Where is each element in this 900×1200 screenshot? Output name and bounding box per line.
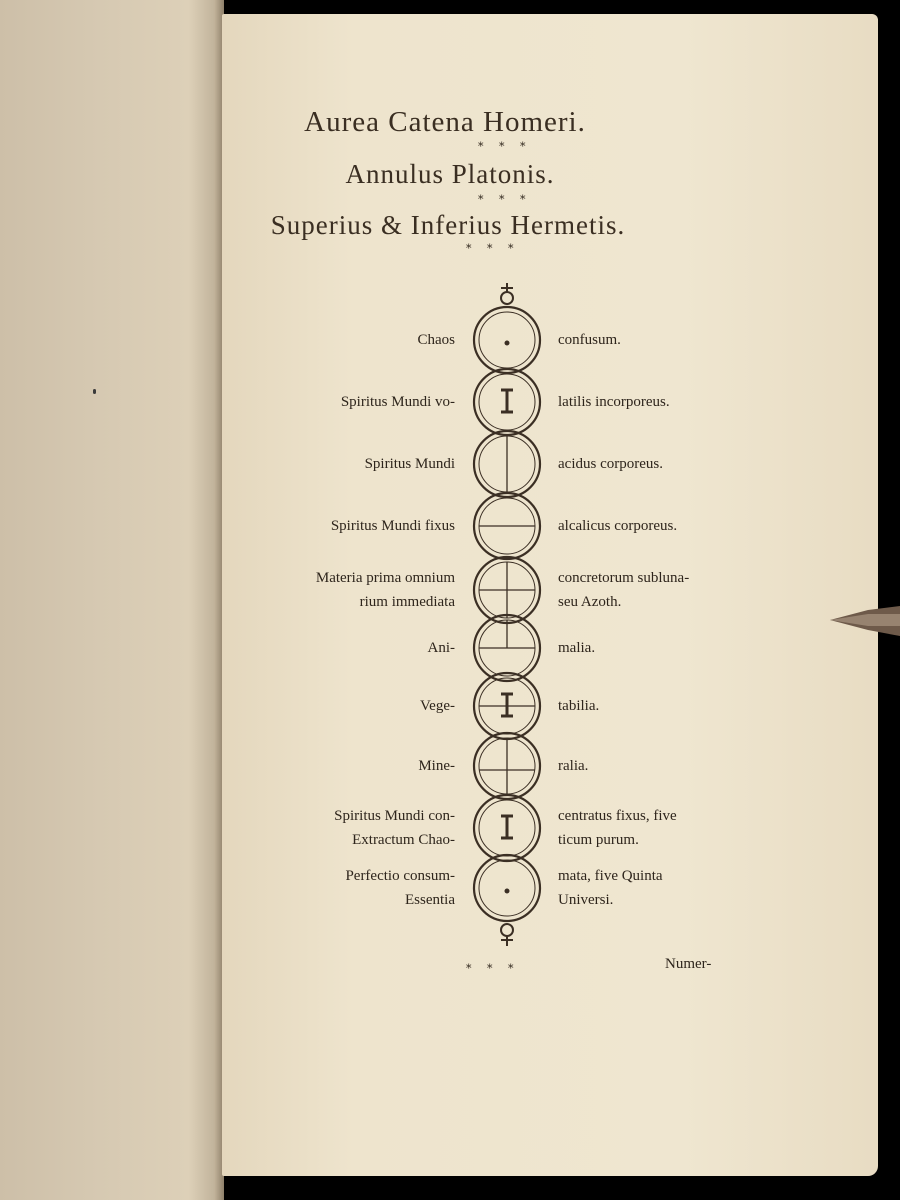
label-line: Mine- bbox=[418, 758, 455, 774]
chain-label-left bbox=[420, 694, 455, 718]
ring-symbol-dot bbox=[505, 889, 510, 894]
chain-ring-inner bbox=[479, 860, 535, 916]
label-line: Spiritus Mundi con- bbox=[334, 808, 455, 824]
label-line: Materia prima omnium bbox=[315, 570, 455, 586]
chain-label-left bbox=[316, 566, 455, 614]
label-line: latilis incorporeus. bbox=[558, 394, 670, 410]
label-line: confusum. bbox=[558, 332, 621, 348]
chain-label-left bbox=[345, 864, 455, 912]
chain-ring bbox=[474, 307, 540, 373]
chain-label-left bbox=[365, 452, 455, 476]
ornament-stars: * * * bbox=[466, 242, 520, 255]
label-line: Ani- bbox=[427, 640, 455, 656]
label-line: concretorum subluna- bbox=[558, 570, 690, 586]
label-line: Spiritus Mundi bbox=[364, 456, 455, 472]
ornament-stars: * * * bbox=[478, 193, 532, 206]
label-line: ticum purum. bbox=[558, 832, 639, 848]
chain-ring-inner bbox=[479, 312, 535, 368]
chain-label-right bbox=[558, 452, 663, 476]
label-line: Essentia bbox=[405, 892, 455, 908]
chain-label-right bbox=[558, 694, 599, 718]
label-line: Universi. bbox=[558, 892, 614, 908]
chain-label-right bbox=[558, 566, 689, 614]
chain-top-cross bbox=[501, 283, 513, 292]
title-superius-inferius: Superius & Inferius Hermetis. bbox=[270, 210, 626, 240]
label-line: Spiritus Mundi vo- bbox=[340, 394, 455, 410]
chain-bottom-cross bbox=[501, 936, 513, 946]
chain-label-right bbox=[558, 390, 670, 414]
title-aurea-catena: Aurea Catena Homeri. bbox=[304, 106, 586, 138]
chain-label-left bbox=[334, 804, 455, 852]
chain-label-left bbox=[418, 754, 455, 778]
chain-bottom-loop bbox=[501, 924, 513, 936]
label-line: mata, five Quinta bbox=[558, 868, 663, 884]
chain-label-left bbox=[428, 636, 456, 660]
chain-label-right bbox=[558, 864, 663, 912]
chain-label-right bbox=[558, 754, 588, 778]
ring-symbol-tau bbox=[501, 694, 513, 716]
catchword: Numer- bbox=[665, 956, 712, 972]
ring-symbol-tau bbox=[501, 390, 513, 412]
title-annulus-platonis: Annulus Platonis. bbox=[345, 159, 555, 189]
ring-symbol-half-cross bbox=[479, 620, 535, 648]
label-line: ralia. bbox=[558, 758, 589, 774]
label-line: rium immediata bbox=[359, 594, 455, 610]
label-line: alcalicus corporeus. bbox=[558, 518, 678, 534]
chain-ring bbox=[474, 855, 540, 921]
chain-label-left bbox=[418, 328, 456, 352]
ornament-stars: * * * bbox=[478, 140, 532, 153]
chain-label-right bbox=[558, 636, 595, 660]
pen-tip-icon bbox=[828, 596, 900, 644]
chain-label-left bbox=[331, 514, 455, 538]
chain-label-right bbox=[558, 328, 621, 352]
chain-label-right bbox=[558, 514, 677, 538]
chain-top-loop bbox=[501, 292, 513, 304]
label-line: Vege- bbox=[420, 698, 455, 714]
ornament-stars-bottom: * * * bbox=[466, 962, 520, 975]
ring-symbol-tau bbox=[501, 816, 513, 838]
label-line: Chaos bbox=[417, 332, 455, 348]
golden-chain-diagram bbox=[460, 280, 556, 960]
label-line: Spiritus Mundi fixus bbox=[330, 518, 455, 534]
label-line: tabilia. bbox=[558, 698, 600, 714]
label-line: malia. bbox=[558, 640, 596, 656]
label-line: Extractum Chao- bbox=[352, 832, 455, 848]
label-line: acidus corporeus. bbox=[558, 456, 663, 472]
label-line: seu Azoth. bbox=[558, 594, 622, 610]
chain-label-left bbox=[341, 390, 455, 414]
ring-symbol-dot bbox=[505, 341, 510, 346]
label-line: centratus fixus, five bbox=[558, 808, 677, 824]
label-line: Perfectio consum- bbox=[345, 868, 455, 884]
chain-label-right bbox=[558, 804, 677, 852]
ink-speck bbox=[93, 389, 96, 394]
